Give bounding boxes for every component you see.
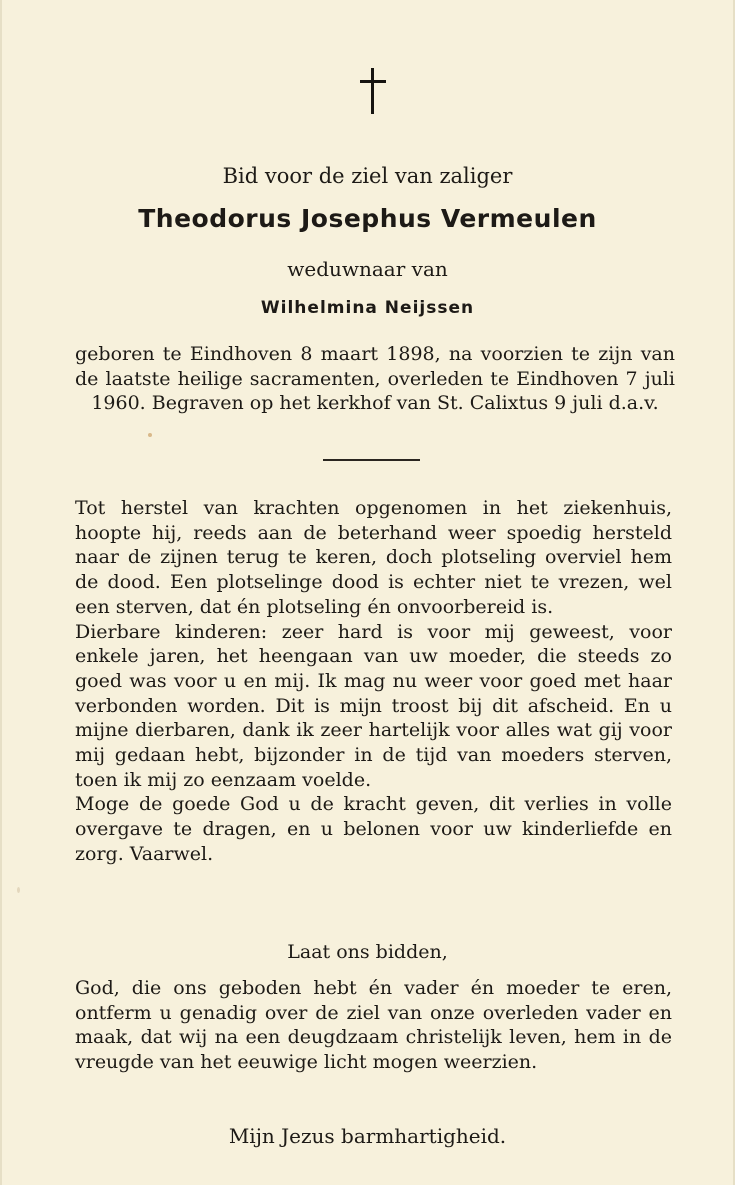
paper-speck [17, 887, 20, 893]
cross-icon [350, 68, 396, 116]
deceased-name: Theodorus Josephus Vermeulen [138, 204, 597, 233]
message-paragraph-farewell: Moge de goede God u de kracht geven, dit verlies in volle overgave te dragen, en u belonen voor uw kinderliefde en zorg. Vaarwel. [75, 793, 672, 865]
message-paragraph-recovery: Tot herstel van krachten opgenomen in het ziekenhuis, hoopte hij, reeds aan de beterhand weer spoedig hersteld naar de zijnen terug te keren, doch plotseling overviel hem de dood. Een plotselinge dood is echter niet te vrezen, wel een sterven, dat én plotseling én onvoorbereid is. [75, 497, 672, 618]
closing-invocation: Mijn Jezus barmhartigheid. [228, 1124, 507, 1148]
relation-label: weduwnaar van [287, 257, 448, 281]
message-paragraph-children: Dierbare kinderen: zeer hard is voor mij geweest, voor enkele jaren, het heengaan van uw moeder, die steeds zo goed was voor u en mij. Ik mag nu weer voor goed met haar verbonden worden. Dit is mijn troost bij dit afscheid. En u mijne dierbaren, dank ik zeer hartelijk voor alles wat gij voor mij gedaan hebt, bijzonder in de tijd van moeders sterven, toen ik mij zo eenzaam voelde. [75, 620, 672, 791]
paper-speck [148, 433, 152, 437]
prayer-paragraph: God, die ons geboden hebt én vader én moeder te eren, ontferm u genadig over de ziel van onze overleden vader en maak, dat wij na een deugdzaam christelijk leven, hem in de vreugde van het eeuwige licht mogen weerzien. [75, 977, 672, 1074]
message-section [75, 496, 672, 867]
biography-paragraph: geboren te Eindhoven 8 maart 1898, na voorzien te zijn van de laatste heilige sacramenten, overleden te Eindhoven 7 juli 1960. Begraven op het kerkhof van St. Calixtus 9 juli d.a.v. [75, 343, 675, 414]
prayer-heading: Laat ons bidden, [287, 941, 448, 963]
card-heading: Bid voor de ziel van zaliger [222, 164, 513, 188]
divider-rule [323, 459, 420, 461]
spouse-name: Wilhelmina Neijssen [260, 298, 475, 318]
